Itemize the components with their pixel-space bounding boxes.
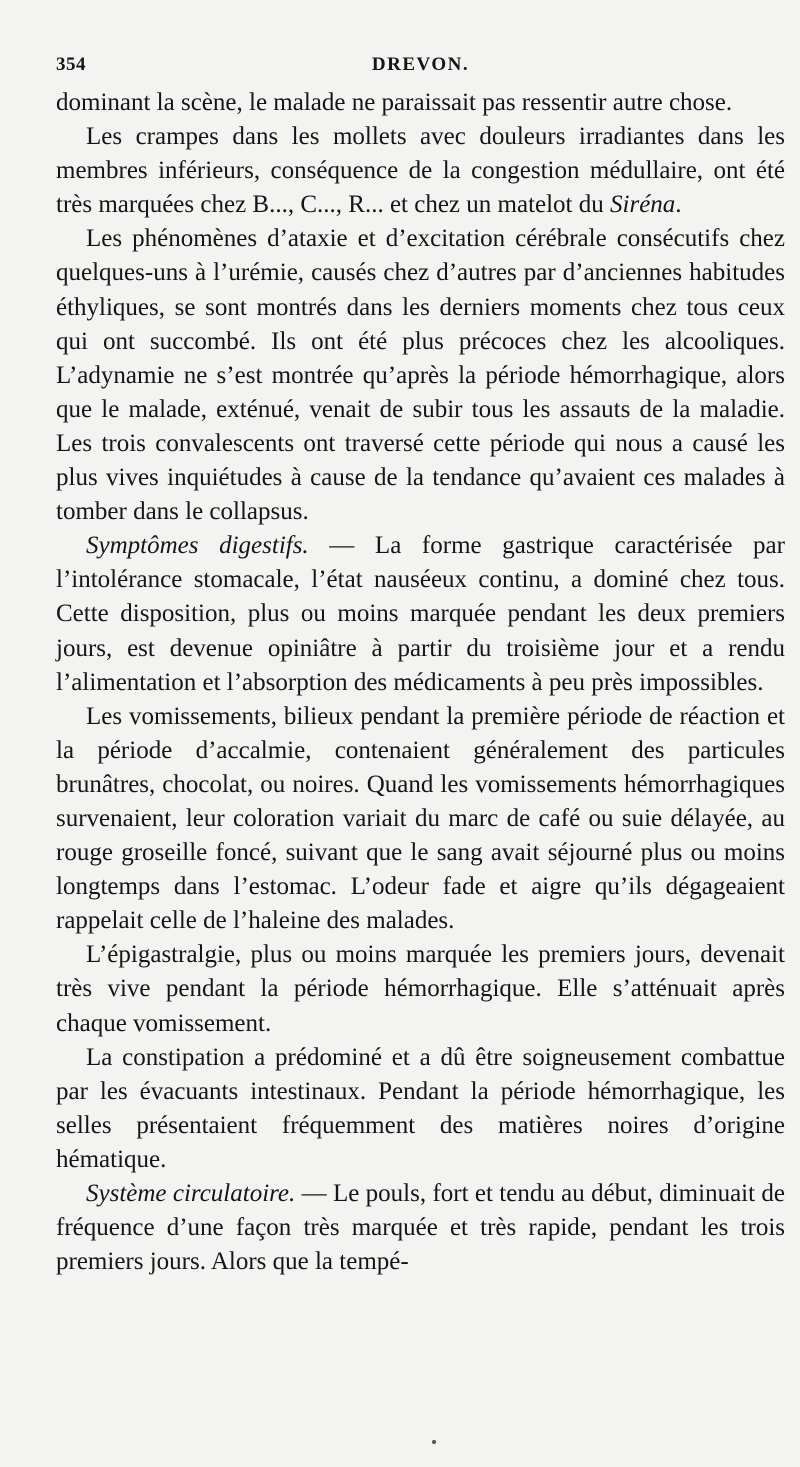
page-number: 354 bbox=[56, 54, 86, 75]
paragraph-text: La constipation a prédominé et a dû être soigneusement combattue par les évacuants intestinaux. Pendant la période hémorrhagique, les selles présentaient fréquemment des matières noires d’origine hématique. bbox=[56, 1043, 785, 1173]
paragraph-text: dominant la scène, le malade ne paraissait pas ressentir autre chose. bbox=[56, 89, 733, 116]
print-speck bbox=[432, 1440, 436, 1444]
ship-name: Siréna bbox=[610, 191, 676, 219]
paragraph-8 bbox=[56, 1177, 785, 1279]
paragraph-1 bbox=[56, 86, 785, 120]
paragraph-5 bbox=[56, 700, 785, 939]
paragraph-2 bbox=[56, 120, 785, 222]
paragraph-text: — La forme gastrique caractérisée par l’intolérance stomacale, l’état nauséeux continu, a dominé chez tous. Cette disposition, plus ou moins marquée pendant les deux premiers jours, est devenue opiniâtre à partir du troisième jour et a rendu l’alimentation et l’absorption des médicaments à peu près impossibles. bbox=[56, 532, 785, 696]
paragraph-6 bbox=[56, 938, 785, 1040]
page-header bbox=[56, 54, 785, 84]
paragraph-7 bbox=[56, 1041, 785, 1177]
section-title-circulatoire: Système circulatoire. bbox=[86, 1180, 296, 1207]
running-head: DREVON. bbox=[371, 54, 470, 75]
section-title-digestifs: Symptômes digestifs. bbox=[86, 532, 309, 560]
paragraph-text: Les vomissements, bilieux pendant la première période de réaction et la période d’accalmie, contenaient généralement des particules brunâtres, chocolat, ou noires. Quand les vomissements hémorrhagiques survenaient, leur coloration variait du marc de café ou suie délayée, au rouge groseille foncé, suivant que le sang avait séjourné plus ou moins longtemps dans l’estomac. L’odeur fade et aigre qu’ils dégageaient rappelait celle de l’haleine des malades. bbox=[56, 702, 785, 935]
paragraph-text: — Le pouls, fort et tendu au début, diminuait de fréquence d’une façon très marquée et très rapide, pendant les trois premiers jours. Alors que la tempé- bbox=[56, 1180, 785, 1276]
paragraph-3 bbox=[56, 222, 785, 529]
paragraph-text: Les crampes dans les mollets avec douleurs irradiantes dans les membres inférieurs, conséquence de la congestion médullaire, ont été très marquées chez B..., C..., R... et chez un matelot du bbox=[56, 123, 785, 219]
body-text bbox=[56, 86, 785, 1279]
paragraph-4 bbox=[56, 529, 785, 699]
paragraph-text: Les phénomènes d’ataxie et d’excitation cérébrale consécutifs chez quelques-uns à l’urémie, causés chez d’autres par d’anciennes habitudes éthyliques, se sont montrés dans les derniers moments chez tous ceux qui ont succombé. Ils ont été plus précoces chez les alcooliques. L’adynamie ne s’est montrée qu’après la période hémorrhagique, alors que le malade, exténué, venait de subir tous les assauts de la maladie. Les trois convalescents ont traversé cette période qui nous a causé les plus vives inquiétudes à cause de la tendance qu’avaient ces malades à tomber dans le collapsus. bbox=[56, 225, 785, 526]
paragraph-text: L’épigastralgie, plus ou moins marquée les premiers jours, devenait très vive pendant la période hémorrhagique. Elle s’atténuait après chaque vomissement. bbox=[56, 941, 785, 1037]
paragraph-tail: . bbox=[675, 191, 682, 219]
